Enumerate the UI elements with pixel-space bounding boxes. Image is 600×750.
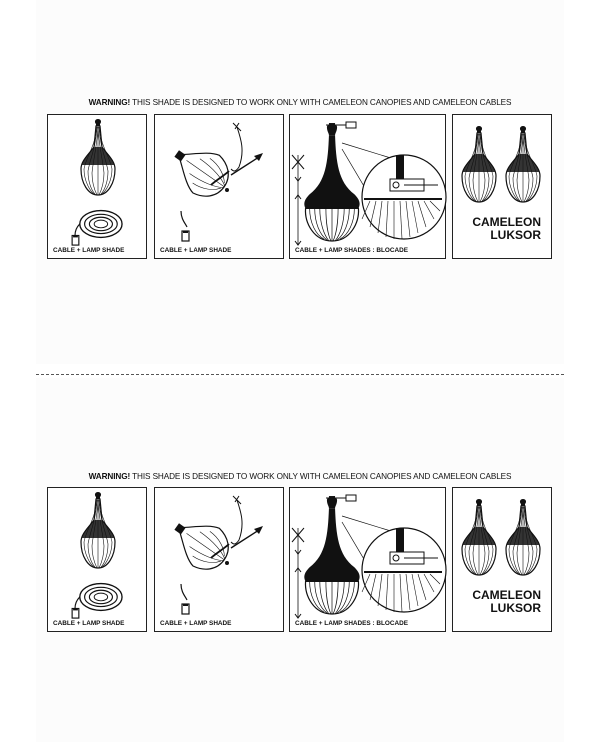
step-3-panel <box>289 114 446 259</box>
shade-and-cable-illustration <box>48 115 148 260</box>
product-panel <box>452 114 552 259</box>
brand-name <box>472 589 541 615</box>
blocade-detail-illustration <box>290 115 447 260</box>
blocade-detail-illustration <box>290 488 447 633</box>
step-3-caption: CABLE + LAMP SHADES : BLOCADE <box>295 247 408 254</box>
brand-name <box>472 216 541 242</box>
step-1-caption: CABLE + LAMP SHADE <box>53 247 125 254</box>
step-3-caption: CABLE + LAMP SHADES : BLOCADE <box>295 620 408 627</box>
brand-line-1: CAMELEON <box>472 215 541 229</box>
instruction-sheet-bottom <box>36 378 564 742</box>
instruction-sheet-top <box>36 0 564 364</box>
tilted-shade-illustration <box>155 115 285 260</box>
step-2-caption: CABLE + LAMP SHADE <box>160 620 232 627</box>
step-2-panel <box>154 487 284 632</box>
product-panel <box>452 487 552 632</box>
shade-and-cable-illustration <box>48 488 148 633</box>
warning-prefix: WARNING! <box>88 98 131 107</box>
warning-prefix: WARNING! <box>88 472 131 481</box>
step-3-panel <box>289 487 446 632</box>
warning-line <box>36 98 564 107</box>
step-2-panel <box>154 114 284 259</box>
step-1-panel <box>47 487 147 632</box>
cut-line <box>36 374 564 375</box>
step-2-caption: CABLE + LAMP SHADE <box>160 247 232 254</box>
warning-line <box>36 472 564 481</box>
brand-line-2: LUKSOR <box>490 228 541 242</box>
step-1-caption: CABLE + LAMP SHADE <box>53 620 125 627</box>
warning-text: THIS SHADE IS DESIGNED TO WORK ONLY WITH CAMELEON CANOPIES AND CAMELEON CABLES <box>130 472 512 481</box>
brand-line-2: LUKSOR <box>490 601 541 615</box>
brand-line-1: CAMELEON <box>472 588 541 602</box>
tilted-shade-illustration <box>155 488 285 633</box>
step-1-panel <box>47 114 147 259</box>
warning-text: THIS SHADE IS DESIGNED TO WORK ONLY WITH CAMELEON CANOPIES AND CAMELEON CABLES <box>130 98 512 107</box>
